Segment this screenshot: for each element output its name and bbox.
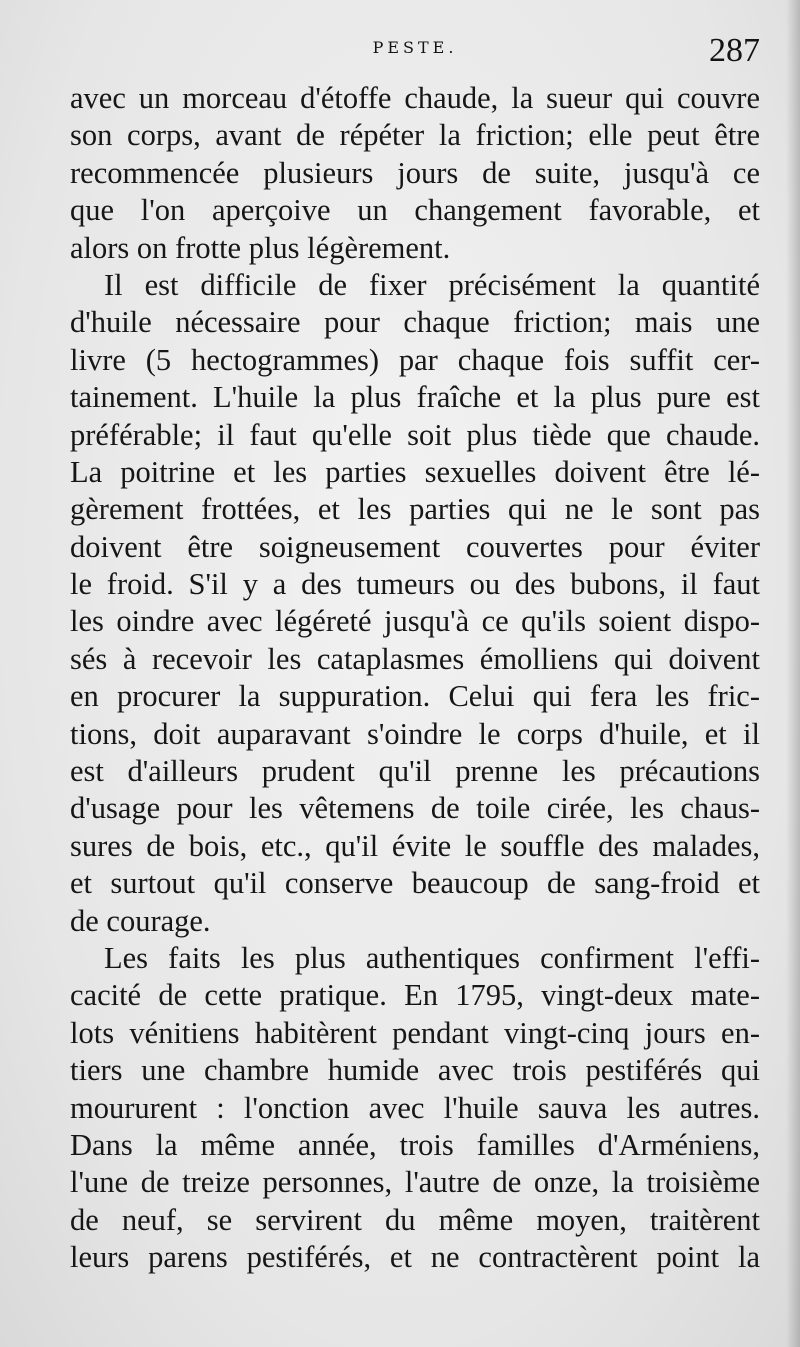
text-line: les oindre avec légéreté jusqu'à ce qu'ils soient dispo- [70,604,760,639]
body-text [70,80,760,1277]
text-line: tiers une chambre humide avec trois pestiférés qui [70,1053,760,1088]
text-line: tions, doit auparavant s'oindre le corps d'huile, et il [70,716,760,751]
paragraph-2 [70,267,760,940]
text-line: son corps, avant de répéter la friction; elle peut être [70,118,760,153]
text-line: alors on frotte plus légèrement. [70,230,451,265]
text-line: que l'on aperçoive un changement favorable, et [70,193,760,228]
page-header [70,32,760,82]
text-line: moururent : l'onction avec l'huile sauva les autres. [70,1090,760,1125]
paragraph-3 [70,940,760,1277]
text-line: gèrement frottées, et les parties qui ne le sont pas [70,492,760,527]
text-line: de neuf, se servirent du même moyen, traitèrent [70,1202,760,1237]
text-line: leurs parens pestiférés, et ne contractèrent point la [70,1240,760,1275]
text-line: d'usage pour les vêtemens de toile cirée, les chaus- [70,791,760,826]
text-line: d'huile nécessaire pour chaque friction; mais une [70,305,760,340]
paragraph-1 [70,80,760,267]
page-number: 287 [709,32,760,69]
text-line: préférable; il faut qu'elle soit plus tiède que chaude. [70,417,760,452]
text-line: sures de bois, etc., qu'il évite le souffle des malades, [70,828,760,863]
text-line: La poitrine et les parties sexuelles doivent être lé- [70,454,760,489]
running-head: PESTE. [372,38,458,57]
text-line: l'une de treize personnes, l'autre de onze, la troisième [70,1165,760,1200]
text-line: livre (5 hectogrammes) par chaque fois suffit cer- [70,342,760,377]
text-line: est d'ailleurs prudent qu'il prenne les précautions [70,754,760,789]
text-line: avec un morceau d'étoffe chaude, la sueur qui couvre [70,81,760,115]
text-line: recommencée plusieurs jours de suite, jusqu'à ce [70,155,760,190]
text-line: doivent être soigneusement couvertes pour éviter [70,529,760,564]
text-line: en procurer la suppuration. Celui qui fera les fric- [70,679,760,714]
text-line: sés à recevoir les cataplasmes émolliens qui doivent [70,641,760,676]
text-line: tainement. L'huile la plus fraîche et la plus pure est [70,380,760,415]
page-edge-shadow [786,0,800,1347]
text-line: le froid. S'il y a des tumeurs ou des bubons, il faut [70,567,760,602]
text-line: de courage. [70,903,211,938]
text-line: et surtout qu'il conserve beaucoup de sang-froid et [70,866,760,901]
text-line: Les faits les plus authentiques confirment l'effi- [104,940,760,975]
text-line: Dans la même année, trois familles d'Arméniens, [70,1127,760,1162]
text-line: Il est difficile de fixer précisément la quantité [104,267,760,302]
text-line: lots vénitiens habitèrent pendant vingt-cinq jours en- [70,1015,760,1050]
text-line: cacité de cette pratique. En 1795, vingt-deux mate- [70,978,760,1013]
